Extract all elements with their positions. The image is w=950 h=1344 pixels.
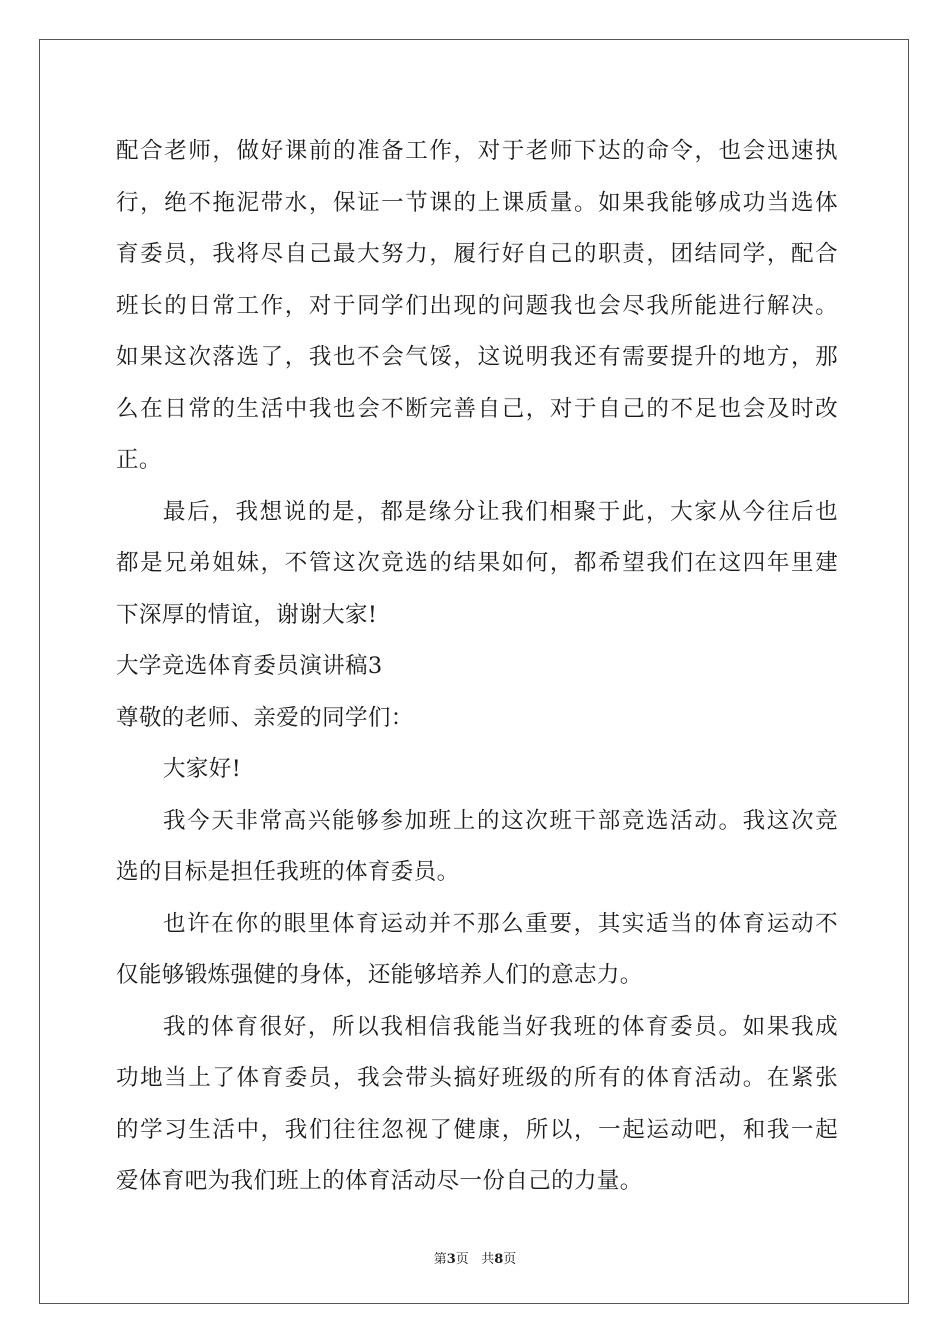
text-line: 么在日常的生活中我也会不断完善自己，对于自己的不足也会及时改 [116,395,838,422]
text-line: 仅能够锻炼强健的身体，还能够培养人们的意志力。 [116,962,643,988]
paragraph-importance [116,899,838,1002]
text-line: 班长的日常工作，对于同学们出现的问题我也会尽我所能进行解决。 [116,292,838,319]
text-line: 如果这次落选了，我也不会气馁，这说明我还有需要提升的地方，那 [116,344,838,370]
page-number-prefix: 第 [433,1252,447,1267]
text-line: 配合老师，做好课前的准备工作，对于老师下达的命令，也会迅速执 [116,138,838,164]
text-line: 我今天非常高兴能够参加班上的这次班干部竞选活动。我这次竞 [163,807,838,834]
paragraph-intro [116,796,838,899]
page-footer [0,1248,950,1267]
page-total-prefix: 共 [481,1252,495,1267]
text-line: 行，绝不拖泥带水，保证一节课的上课质量。如果我能够成功当选体 [116,189,838,216]
paragraph-commitment [116,1002,838,1208]
text-line: 选的目标是担任我班的体育委员。 [116,859,460,885]
text-line: 育委员，我将尽自己最大努力，履行好自己的职责，团结同学，配合 [116,241,838,267]
document-body [116,126,838,1208]
salutation: 尊敬的老师、亲爱的同学们： [116,704,414,731]
text-line: 都是兄弟姐妹，不管这次竞选的结果如何，都希望我们在这四年里建 [116,550,838,576]
page-number-suffix: 页 [455,1252,469,1267]
text-line: 下深厚的情谊，谢谢大家! [116,601,378,628]
greeting: 大家好! [163,756,242,782]
section-title: 大学竞选体育委员演讲稿3 [116,653,383,679]
paragraph-continued [116,126,838,487]
page-total-suffix: 页 [503,1252,517,1267]
text-line: 最后，我想说的是，都是缘分让我们相聚于此，大家从今往后也 [163,498,838,525]
page-total: 8 [494,1252,504,1267]
text-line: 功地当上了体育委员，我会带头搞好班级的所有的体育活动。在紧张 [116,1065,838,1091]
page-number-current: 3 [446,1252,456,1267]
text-line: 爱体育吧为我们班上的体育活动尽一份自己的力量。 [116,1168,643,1194]
paragraph-closing [116,487,838,642]
text-line: 正。 [116,447,162,473]
text-line: 也许在你的眼里体育运动并不那么重要，其实适当的体育运动不 [163,910,838,937]
text-line: 的学习生活中，我们往往忽视了健康，所以，一起运动吧，和我一起 [116,1116,838,1143]
text-line: 我的体育很好，所以我相信我能当好我班的体育委员。如果我成 [163,1013,838,1040]
